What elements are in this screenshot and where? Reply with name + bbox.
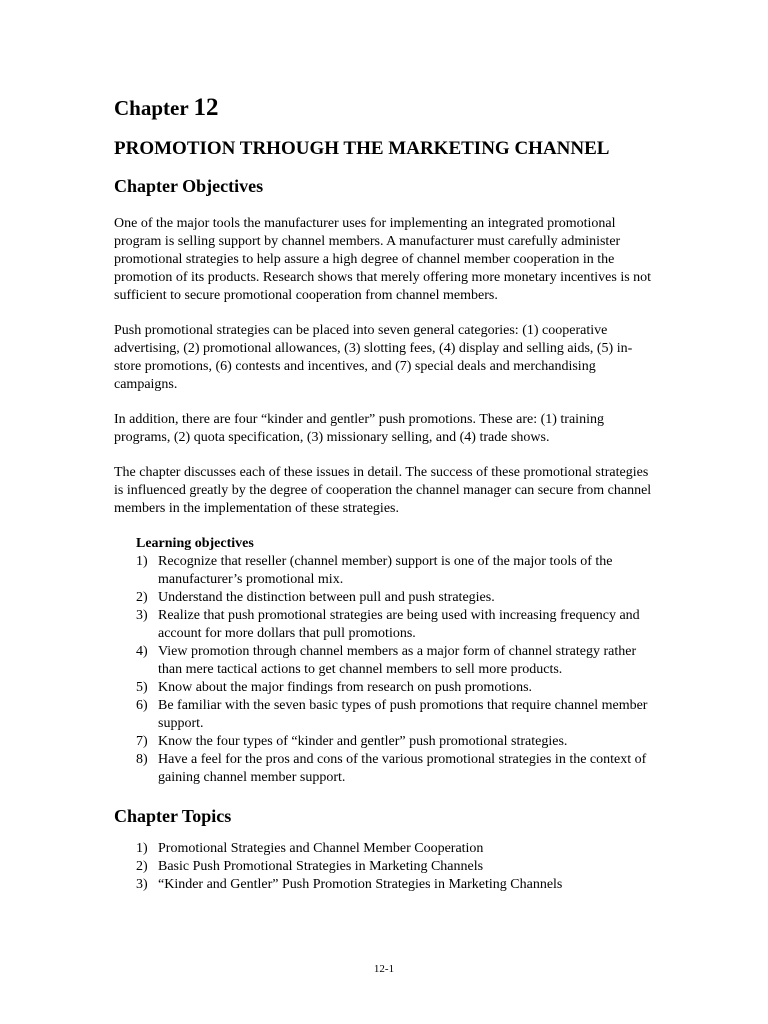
list-item <box>136 858 659 876</box>
list-item-text: Have a feel for the pros and cons of the various promotional strategies in the context of gaining channel member support. <box>158 752 647 785</box>
list-marker: 7) <box>136 734 148 749</box>
list-item-text: Realize that push promotional strategies are being used with increasing frequency and account for more dollars that pull promotions. <box>158 608 640 641</box>
list-item-text: Promotional Strategies and Channel Member Cooperation <box>158 841 484 856</box>
list-item-text: Basic Push Promotional Strategies in Marketing Channels <box>158 859 484 874</box>
list-marker: 1) <box>136 554 148 569</box>
learning-objectives-list <box>136 553 659 787</box>
page-number: 12-1 <box>373 963 395 975</box>
list-item <box>136 733 659 751</box>
list-marker: 5) <box>136 680 148 695</box>
list-marker: 6) <box>136 698 148 713</box>
list-item-text: “Kinder and Gentler” Push Promotion Strategies in Marketing Channels <box>158 877 563 892</box>
list-marker: 4) <box>136 644 148 659</box>
chapter-topics <box>114 840 659 894</box>
topics-heading: Chapter Topics <box>114 806 232 826</box>
topics-list <box>136 840 659 894</box>
list-item <box>136 751 659 787</box>
paragraph-push-categories: Push promotional strategies can be placed into seven general categories: (1) cooperative advertising, (2) promotional allowances, (3) slotting fees, (4) display and selling aids, (5) in-store promotions, (6) contests and incentives, and (7) special deals and merchandising campaigns. <box>114 323 633 392</box>
paragraph-chapter-summary: The chapter discusses each of these issues in detail. The success of these promotional strategies is influenced greatly by the degree of cooperation the channel manager can secure from channel members in the implementation of these strategies. <box>114 465 652 516</box>
list-marker: 1) <box>136 841 148 856</box>
list-marker: 2) <box>136 590 148 605</box>
list-item-text: Know about the major findings from research on push promotions. <box>158 680 533 695</box>
list-item <box>136 876 659 894</box>
list-item <box>136 607 659 643</box>
chapter-number: 12 <box>193 94 219 121</box>
paragraph-kinder-gentler: In addition, there are four “kinder and gentler” push promotions. These are: (1) training programs, (2) quota specification, (3) missionary selling, and (4) trade shows. <box>114 412 604 445</box>
chapter-heading <box>114 94 659 122</box>
learning-objectives <box>114 535 659 787</box>
list-item <box>136 697 659 733</box>
chapter-title: PROMOTION TRHOUGH THE MARKETING CHANNEL <box>114 138 610 159</box>
list-marker: 2) <box>136 859 148 874</box>
list-item-text: View promotion through channel members as a major form of channel strategy rather than mere tactical actions to get channel members to sell more products. <box>158 644 637 677</box>
list-item <box>136 589 659 607</box>
list-item-text: Know the four types of “kinder and gentler” push promotional strategies. <box>158 734 568 749</box>
list-item-text: Understand the distinction between pull and push strategies. <box>158 590 495 605</box>
objectives-heading: Chapter Objectives <box>114 176 264 196</box>
list-item-text: Be familiar with the seven basic types of push promotions that require channel member support. <box>158 698 648 731</box>
chapter-label: Chapter <box>114 96 189 120</box>
list-marker: 3) <box>136 608 148 623</box>
list-item <box>136 840 659 858</box>
list-marker: 3) <box>136 877 148 892</box>
list-marker: 8) <box>136 752 148 767</box>
document-page <box>114 94 659 894</box>
list-item <box>136 553 659 589</box>
list-item-text: Recognize that reseller (channel member) support is one of the major tools of the manufacturer’s promotional mix. <box>158 554 613 587</box>
list-item <box>136 679 659 697</box>
paragraph-intro: One of the major tools the manufacturer uses for implementing an integrated promotional program is selling support by channel members. A manufacturer must carefully administer promotional strategies to help assure a high degree of channel member cooperation in the promotion of its products. Research shows that merely offering more monetary incentives is not sufficient to secure promotional cooperation from channel members. <box>114 216 652 303</box>
learning-objectives-heading: Learning objectives <box>136 536 254 551</box>
list-item <box>136 643 659 679</box>
